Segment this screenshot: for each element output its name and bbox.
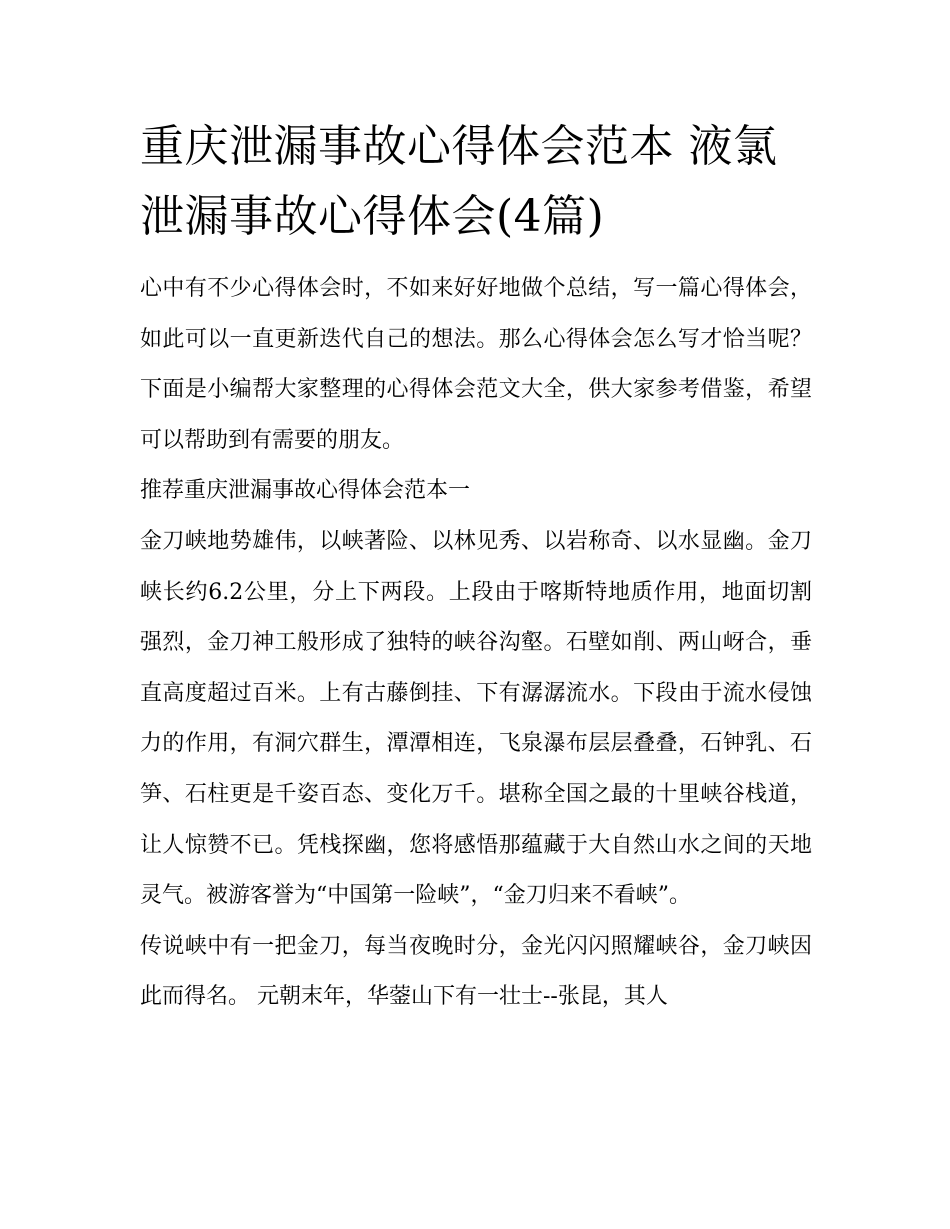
intro-paragraph: 心中有不少心得体会时，不如来好好地做个总结，写一篇心得体会，如此可以一直更新迭代自己的想法。那么心得体会怎么写才恰当呢？下面是小编帮大家整理的心得体会范文大全，供大家参考借鉴，希望可以帮助到有需要的朋友。 xyxy=(140,276,812,453)
document-body xyxy=(140,112,812,1023)
body-paragraph: 传说峡中有一把金刀，每当夜晚时分，金光闪闪照耀峡谷，金刀峡因此而得名。 元朝末年，华蓥山下有一壮士--张昆，其人 xyxy=(140,933,812,1010)
body-paragraph: 金刀峡地势雄伟，以峡著险、以林见秀、以岩称奇、以水显幽。金刀峡长约6.2公里，分上下两段。上段由于喀斯特地质作用，地面切割强烈，金刀神工般形成了独特的峡谷沟壑。石壁如削、两山岈合，垂直高度超过百米。上有古藤倒挂、下有潺潺流水。下段由于流水侵蚀力的作用，有洞穴群生，潭潭相连，飞泉瀑布层层叠叠，石钟乳、石笋、石柱更是千姿百态、变化万千。堪称全国之最的十里峡谷栈道，让人惊赞不已。凭栈探幽，您将感悟那蕴藏于大自然山水之间的天地灵气。被游客誉为“中国第一险峡”，“金刀归来不看峡”。 xyxy=(140,528,812,909)
document-title: 重庆泄漏事故心得体会范本 液氯泄漏事故心得体会(4篇) xyxy=(140,121,778,242)
section-heading: 推荐重庆泄漏事故心得体会范本一 xyxy=(140,478,471,504)
